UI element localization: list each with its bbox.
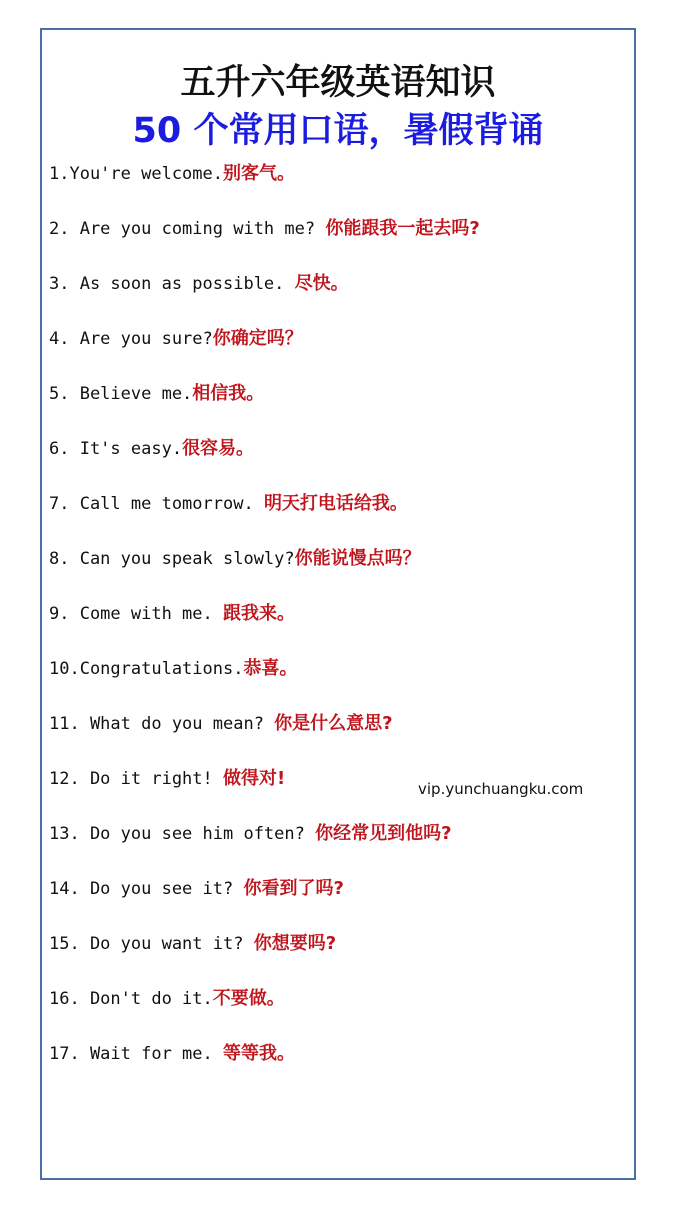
phrase-english: 10.Congratulations. [49,659,244,679]
phrase-english: 4. Are you sure? [49,329,213,349]
page-subtitle: 50 个常用口语，暑假背诵 [132,111,544,151]
phrase-english: 11. What do you mean? [49,714,275,734]
phrase-chinese: 你是什么意思? [274,713,393,734]
phrase-english: 1.You're welcome. [49,164,223,184]
phrase-item-9 [49,604,480,659]
phrase-item-13 [49,824,480,879]
phrase-chinese: 等等我。 [223,1043,295,1064]
phrase-chinese: 你能跟我一起去吗? [325,218,480,239]
page-title: 五升六年级英语知识 [180,63,496,103]
watermark-text: vip.yunchuangku.com [418,780,584,798]
phrase-chinese: 尽快。 [294,273,349,294]
document-frame [40,28,636,1180]
phrase-item-8 [49,549,480,604]
phrase-chinese: 你看到了吗? [243,878,344,899]
phrase-english: 5. Believe me. [49,384,193,404]
phrase-chinese: 你能说慢点吗？ [294,548,421,569]
phrase-chinese: 你经常见到他吗? [315,823,452,844]
phrase-english: 16. Don't do it. [49,989,213,1009]
phrase-item-10 [49,659,480,714]
phrase-english: 13. Do you see him often? [49,824,316,844]
phrase-item-11 [49,714,480,769]
phrase-english: 14. Do you see it? [49,879,244,899]
phrase-item-12 [49,769,480,824]
phrase-chinese: 明天打电话给我。 [263,493,408,514]
phrase-list [49,164,480,1099]
phrase-english: 9. Come with me. [49,604,223,624]
phrase-item-2 [49,219,480,274]
phrase-english: 17. Wait for me. [49,1044,223,1064]
phrase-english: 12. Do it right! [49,769,223,789]
phrase-english: 6. It's easy. [49,439,183,459]
phrase-chinese: 相信我。 [192,383,265,404]
phrase-english: 8. Can you speak slowly? [49,549,295,569]
phrase-chinese: 不要做。 [212,988,285,1009]
phrase-chinese: 你想要吗? [253,933,337,954]
phrase-item-1 [49,164,480,219]
phrase-item-4 [49,329,480,384]
phrase-english: 2. Are you coming with me? [49,219,326,239]
phrase-item-14 [49,879,480,934]
phrase-chinese: 做得对! [223,768,286,789]
phrase-item-6 [49,439,480,494]
phrase-chinese: 恭喜。 [243,658,298,679]
phrase-item-17 [49,1044,480,1099]
phrase-item-16 [49,989,480,1044]
phrase-english: 15. Do you want it? [49,934,254,954]
phrase-item-7 [49,494,480,549]
phrase-chinese: 跟我来。 [223,603,295,624]
phrase-chinese: 很容易。 [182,438,255,459]
phrase-chinese: 别客气。 [223,163,295,184]
phrase-item-15 [49,934,480,989]
phrase-english: 3. As soon as possible. [49,274,295,294]
phrase-item-5 [49,384,480,439]
phrase-english: 7. Call me tomorrow. [49,494,264,514]
phrase-item-3 [49,274,480,329]
phrase-chinese: 你确定吗？ [212,328,303,349]
